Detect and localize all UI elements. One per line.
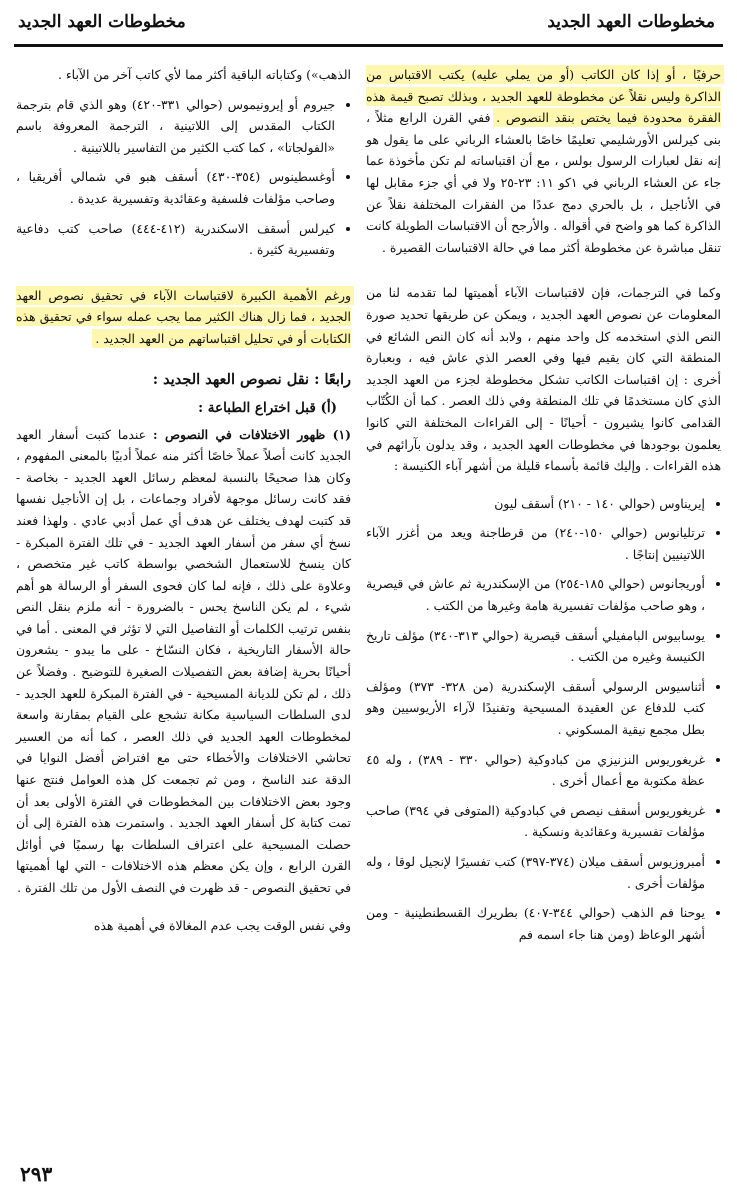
section-heading: رابعًا : نقل نصوص العهد الجديد : [152, 370, 351, 388]
list-item: • أثناسيوس الرسولي أسقف الإسكندرية (من ٣٢٨- ٣٧٣) ومؤلف كتب للدفاع عن العقيدة المسيحية وتفنيدًا لآراء الأريوسيين وهو بطل مجمع نيقية المسكوني . [366, 676, 705, 741]
list-item: • كيرلس أسقف الاسكندرية (٤١٢-٤٤٤) صاحب كتب دفاعية وتفسيرية كثيرة . [16, 218, 335, 261]
list-item: • إيريناوس (حوالي ١٤٠ - ٢١٠) أسقف ليون [366, 493, 705, 515]
list-item: • أوغسطينوس (٣٥٤-٤٣٠) أسقف هبو في شمالي أفريقيا ، وصاحب مؤلفات فلسفية وعقائدية وتفسيرية عديدة . [16, 166, 335, 209]
paragraph-text: وفي نفس الوقت يجب عدم المغالاة في أهمية هذه [93, 917, 351, 933]
subsection-heading: (أ) قبل اختراع الطباعة : [198, 399, 337, 416]
header-rule [14, 44, 723, 47]
list-item: • يوسابيوس البامفيلي أسقف قيصرية (حوالي ٣١٣-٣٤٠) مؤلف تاريخ الكنيسة وغيره من الكتب . [366, 625, 705, 668]
paragraph-text: ففي القرن الرابع مثلاً ، بنى كيرلس الأورشليمي تعليمًا خاصًا بالعشاء الرباني على ما يقول هو إنه نقل لعبارات الرسول بولس ، مع أن اقتباساته لم تكن مأخوذة عما جاء عن العشاء الرباني في ١كو ١١: ٢٣-٢٥ ولا في أي جزء مقابل لها في الأناجيل ، بل بالحري دمج عددًا من الفقرات المختلفة نقلاً عن الذاكرة كما هو واضح في أقواله . والأرجح أن الاقتباسات الطويلة كانت تنقل مباشرة عن مخطوطة أكثر مما في حالة الاقتباسات القصيرة . [366, 110, 722, 255]
running-header-left: مخطوطات العهد الجديد [18, 12, 186, 32]
list-item: • جيروم أو إيرونيموس (حوالي ٣٣١-٤٢٠) وهو الذي قام بترجمة الكتاب المقدس إلى اللاتينية ، الترجمة المعروفة باسم «الفولجاتا» ، كما كتب الكثير من التفاسير باللاتينية . [16, 94, 335, 159]
list-item: • غريغوريوس أسقف نيصص في كبادوكية (المتوفى في ٣٩٤) صاحب مؤلفات تفسيرية وعقائدية ونسكية . [366, 800, 705, 843]
paragraph-text: عندما كتبت أسفار العهد الجديد كانت أصلاً عملاً خاصًا أكثر منه عملاً أدبيًا بالمعنى المفهوم ، وكان هذا صحيحًا بالنسبة لمعظم رسائل العهد الجديد - بخاصة - فقد كانت رسائل موجهة لأفراد وجماعات ، بل إن الأناجيل نفسها قد كتبت لهدف يختلف عن هدف أي عمل أدبي عادي . ولهذا فعند نسخ أي سفر من أسفار العهد الجديد - في تلك الفترة المبكرة - كان ينسخ للاستعمال الشخصي بواسطة كاتب غير متخصص ، وعلاوة على ذلك ، فإنه لما كان فحوى السفر أو الرسالة هو أهم شيء ، لم يكن الناسخ يحس - بالضرورة - أنه ملزم بنقل النص بنفس ترتيب الكلمات أو التفاصيل التي لا تؤثر في المعنى . أما في حالة الأسفار التاريخية ، فكان النسّاخ - على ما يبدو - يشعرون أحيانًا بحرية إضافة بعض التفصيلات الصغيرة للتوضيح . وفضلاً عن ذلك ، لم تكن للديانة المسيحية - في الفترة المبكرة للعهد الجديد - لدى السلطات السياسية مكانة تشجع على القيام بمقارنة واسعة لمخطوطات العهد الجديد في ذلك العصر ، كما أنه من العسير تحاشي الاختلافات والأخطاء حتى مع افتراض أفضل النوايا في الدقة عند الناسخ ، ومن ثم تجمعت كل هذه العوامل فنتج عنها وجود بعض الاختلافات بين المخطوطات في الفترة الأولى بعد أن تمت كتابة كل أسفار العهد الجديد . واستمرت هذه الفترة إلى أن حصلت المسيحية على اعتراف السلطات بها رسميًا في أوائل القرن الرابع ، وإن يكن معظم هذه الاختلافات - التي لها أهميتها في تحقيق النصوص - قد ظهرت في النصف الأول من تلك الفترة . [16, 426, 351, 895]
list-item: • ترتليانوس (حوالي ١٥٠-٢٤٠) من قرطاجنة ويعد من أغزر الآباء اللاتينيين إنتاجًا . [366, 522, 705, 565]
paragraph-text-variants [16, 424, 351, 899]
paragraph-quotation-reliability [366, 64, 721, 258]
church-fathers-list [366, 493, 721, 946]
highlighted-passage: حرفيًا ، أو إذا كان الكاتب (أو من يملي عليه) يكتب الاقتباس من الذاكرة وليس نقلاً عن مخطوطة للعهد الجديد ، وبذلك تصبح قيمة هذه الفقرة محدودة فيما يختص بنقد النصوص . [366, 65, 724, 127]
highlighted-passage: ورغم الأهمية الكبيرة لاقتباسات الآباء في تحقيق نصوص العهد الجديد ، فما زال هناك الكثير مما يجب عمله سواء في تحقيق هذه الكتابات أو في تحليل اقتباساتهم من العهد الجديد . [16, 286, 354, 348]
list-item: • أمبروزيوس أسقف ميلان (٣٧٤-٣٩٧) كتب تفسيرًا لإنجيل لوقا ، وله مؤلفات أخرى . [366, 851, 705, 894]
paragraph-lead: (١) ظهور الاختلافات في النصوص : [153, 426, 351, 442]
running-header-right: مخطوطات العهد الجديد [547, 12, 715, 32]
church-fathers-list-continued [16, 94, 351, 261]
list-item: • يوحنا فم الذهب (حوالي ٣٤٤-٤٠٧) بطريرك القسطنطينية - ومن أشهر الوعاظ (ومن هنا جاء اسمه فم [366, 902, 705, 945]
list-item: • غريغوريوس النزنيزي من كبادوكية (حوالي ٣٣٠ - ٣٨٩) ، وله ٤٥ عظة مكتوبة مع أعمال أخرى . [366, 749, 705, 792]
highlighted-paragraph [16, 285, 351, 350]
page-number: ٢٩٣ [20, 1162, 53, 1186]
paragraph-fathers-value: وكما في الترجمات، فإن لاقتباسات الآباء أهميتها لما تقدمه لنا من المعلومات عن نصوص العهد الجديد ، ويمكن عن طريقها تحديد صورة النص الذي استخدمه كل واحد منهم ، ولابد أنه كان النص الشائع في المنطقة التي كان يقيم فيها وفي العصر الذي عاش فيه ، وبعبارة أخرى : إن اقتباسات الكاتب تشكل مخطوطة لجزء من العهد الجديد الذي كان مستخدمًا في تلك المنطقة وفي ذلك العصر . كما أن الكُتّاب القدامى كانوا يشيرون - أحيانًا - إلى القراءات المختلفة التي كانوا يعلمون بوجودها في مخطوطات العهد الجديد ، وقد يدلون بآرائهم في هذه القراءات . وإليك قائمة بأسماء قليلة من أشهر آباء الكنيسة : [366, 285, 721, 474]
continuation-text: الذهب») وكتاباته الباقية أكثر مما لأي كاتب آخر من الآباء . [57, 67, 351, 82]
left-column [16, 64, 351, 936]
right-column [366, 64, 721, 945]
list-item: • أوريجانوس (حوالي ١٨٥-٢٥٤) من الإسكندرية ثم عاش في قيصرية ، وهو صاحب مؤلفات تفسيرية هامة وغيرها من الكتب . [366, 573, 705, 616]
